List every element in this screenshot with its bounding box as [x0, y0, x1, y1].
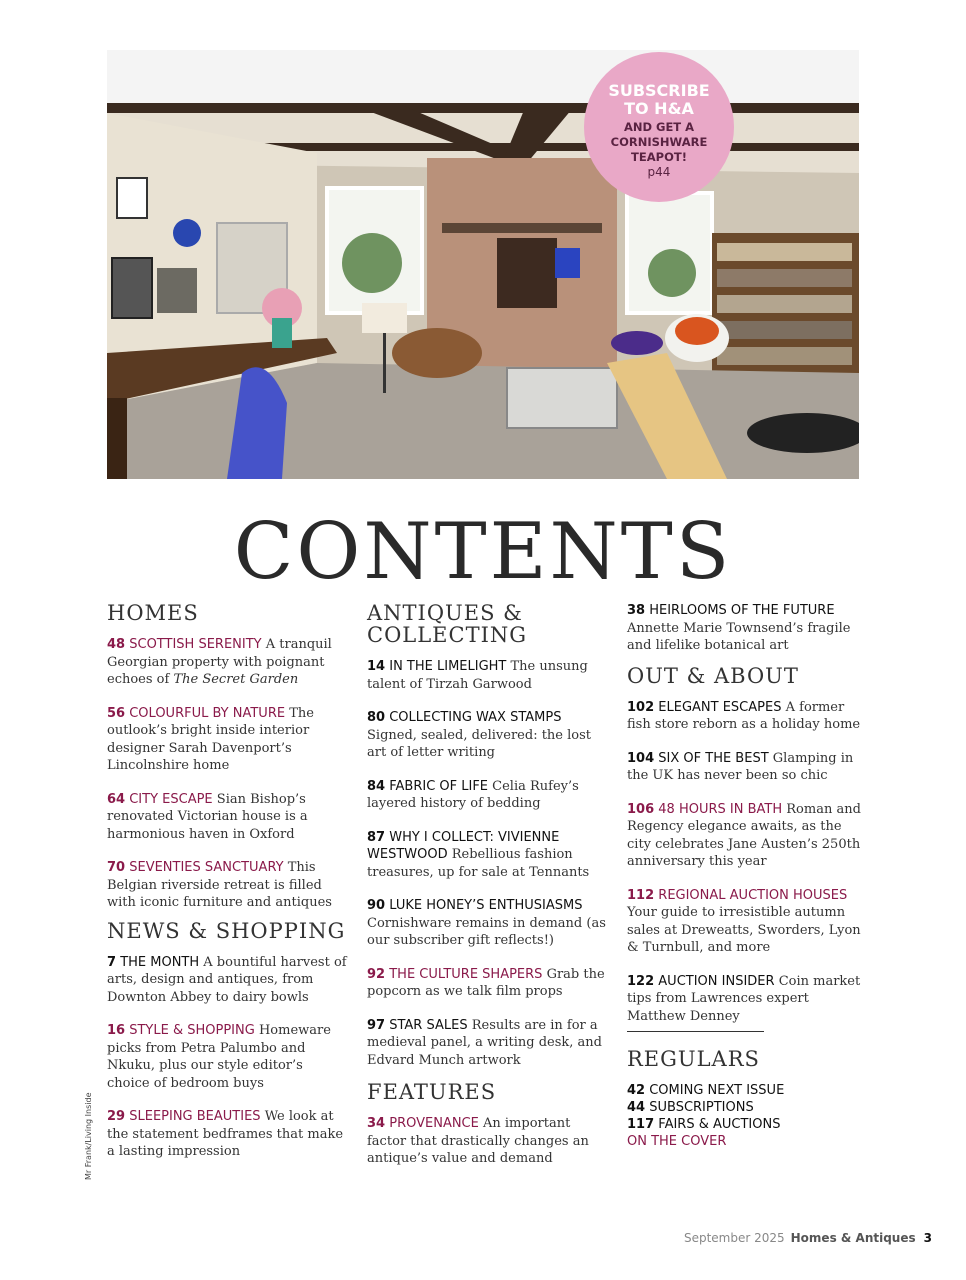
contents-entry[interactable]: 56 COLOURFUL BY NATURE The outlook’s bright inside interior designer Sarah Davenport’s Lincolnshire home: [107, 705, 314, 773]
page-number: 3: [923, 1231, 932, 1245]
section-heading-out-about: OUT & ABOUT: [627, 663, 799, 688]
interior-photo: [107, 103, 859, 479]
contents-entry[interactable]: 84 FABRIC OF LIFE Celia Rufey’s layered history of bedding: [367, 778, 579, 811]
section-heading-news: NEWS & SHOPPING: [107, 918, 346, 943]
contents-entry[interactable]: 70 SEVENTIES SANCTUARY This Belgian riverside retreat is filled with iconic furniture and antiques: [107, 860, 332, 910]
section-heading-regulars: REGULARS: [627, 1047, 760, 1071]
badge-line-1: SUBSCRIBE: [608, 81, 710, 100]
photo-top-margin: [107, 50, 859, 103]
badge-line-3: AND GET A: [623, 120, 695, 134]
section-heading-antiques-2: COLLECTING: [367, 623, 528, 647]
issue-date: September 2025: [683, 1231, 785, 1245]
contents-entry[interactable]: 122 AUCTION INSIDER Coin market tips from Lawrences expert Matthew Denney: [627, 973, 861, 1024]
section-heading-homes: HOMES: [107, 601, 199, 625]
contents-entry[interactable]: 104 SIX OF THE BEST Glamping in the UK has never been so chic: [627, 750, 854, 783]
contents-entry[interactable]: 38 HEIRLOOMS OF THE FUTURE Annette Marie Townsend’s fragile and lifelike botanical art: [627, 603, 851, 653]
contents-entry[interactable]: 97 STAR SALES Results are in for a medieval panel, a writing desk, and Edvard Munch artwork: [367, 1017, 603, 1068]
contents-entry[interactable]: 7 THE MONTH A bountiful harvest of arts, design and antiques, from Downton Abbey to dairy bowls: [107, 954, 347, 1005]
column-middle: [367, 602, 607, 1184]
contents-entry[interactable]: 14 IN THE LIMELIGHT The unsung talent of Tirzah Garwood: [367, 659, 588, 692]
contents-entry[interactable]: 80 COLLECTING WAX STAMPS Signed, sealed, delivered: the lost art of letter writing: [367, 710, 592, 760]
column-left: [107, 602, 347, 1177]
contents-entry[interactable]: 92 THE CULTURE SHAPERS Grab the popcorn as we talk film props: [367, 966, 605, 999]
magazine-name: Homes & Antiques: [790, 1231, 916, 1245]
contents-entry[interactable]: 102 ELEGANT ESCAPES A former fish store reborn as a holiday home: [627, 699, 861, 732]
badge-line-2: TO H&A: [624, 99, 694, 118]
section-heading-antiques-1: ANTIQUES &: [367, 601, 523, 625]
contents-entry[interactable]: 90 LUKE HONEY’S ENTHUSIASMS Cornishware remains in demand (as our subscriber gift reflects!): [367, 898, 606, 948]
column-right: [627, 602, 867, 1150]
contents-entry[interactable]: 64 CITY ESCAPE Sian Bishop’s renovated Victorian house is a harmonious haven in Oxford: [107, 791, 308, 842]
subscribe-badge[interactable]: [584, 52, 734, 202]
contents-entry[interactable]: 29 SLEEPING BEAUTIES We look at the statement bedframes that make a lasting impression: [107, 1109, 344, 1159]
regular-item[interactable]: 117 FAIRS & AUCTIONS: [627, 1117, 781, 1132]
page-title: CONTENTS: [233, 507, 733, 597]
photo-credit: Mr Frank/Living Inside: [84, 1092, 93, 1180]
section-heading-features: FEATURES: [367, 1080, 497, 1104]
contents-entry[interactable]: 34 PROVENANCE An important factor that drastically changes an antique’s value and demand: [367, 1116, 589, 1166]
contents-entry[interactable]: 87 WHY I COLLECT: VIVIENNE WESTWOOD Rebellious fashion treasures, up for sale at Tennants: [367, 829, 590, 880]
regular-item[interactable]: 44 SUBSCRIPTIONS: [627, 1100, 754, 1115]
divider: [627, 1031, 764, 1032]
badge-line-4: CORNISHWARE: [610, 135, 708, 149]
living-room-illustration: [107, 103, 859, 479]
contents-entry[interactable]: 16 STYLE & SHOPPING Homeware picks from Petra Palumbo and Nkuku, plus our style editor’s choice of bedroom buys: [107, 1023, 331, 1091]
regular-item[interactable]: 42 COMING NEXT ISSUE: [627, 1083, 785, 1098]
on-the-cover-link[interactable]: ON THE COVER: [627, 1134, 727, 1149]
contents-entry[interactable]: 112 REGIONAL AUCTION HOUSES Your guide to irresistible autumn sales at Dreweatts, Sworders, Lyon & Turnbull, and more: [627, 887, 861, 955]
badge-line-5: TEAPOT!: [631, 150, 687, 164]
page-footer: [684, 1231, 932, 1245]
badge-page: p44: [647, 165, 671, 179]
contents-entry[interactable]: 48 SCOTTISH SERENITY A tranquil Georgian property with poignant echoes of The Secret Garden: [107, 637, 332, 687]
contents-entry[interactable]: 106 48 HOURS IN BATH Roman and Regency elegance awaits, as the city celebrates Jane Austen’s 250th anniversary this year: [627, 801, 861, 869]
